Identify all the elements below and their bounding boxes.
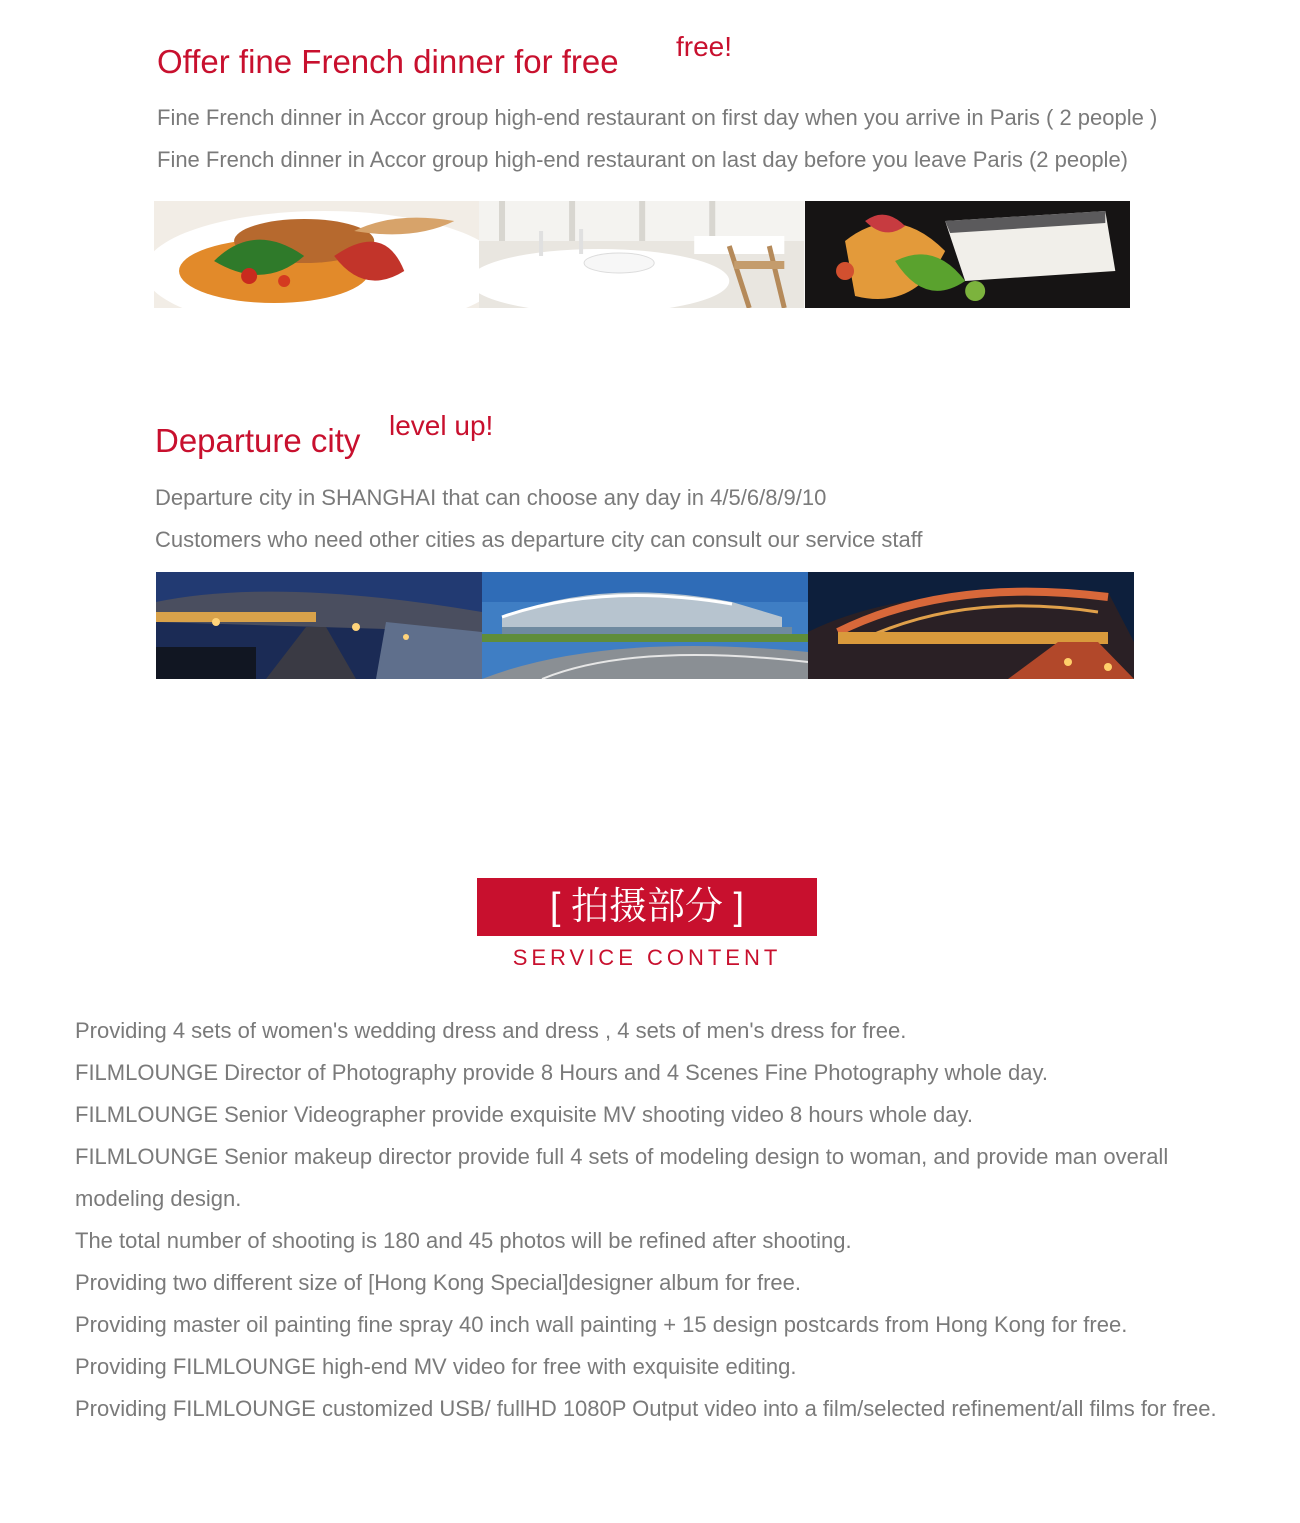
dinner-photo-restaurant	[479, 201, 804, 308]
dinner-photo-strip	[154, 201, 1130, 308]
dinner-line-first-day: Fine French dinner in Accor group high-end restaurant on first day when you arrive in Paris ( 2 people )	[157, 105, 1158, 130]
dinner-description	[157, 97, 1157, 181]
service-list	[75, 1010, 1245, 1430]
service-item: Providing FILMLOUNGE high-end MV video for free with exquisite editing.	[75, 1354, 797, 1379]
service-item: FILMLOUNGE Senior makeup director provide full 4 sets of modeling design to woman, and provide man overall modeling design.	[75, 1144, 1169, 1211]
service-subtitle: SERVICE CONTENT	[512, 945, 782, 970]
service-item: Providing master oil painting fine spray 40 inch wall painting + 15 design postcards from Hong Kong for free.	[75, 1312, 1128, 1337]
service-item: Providing 4 sets of women's wedding dress and dress , 4 sets of men's dress for free.	[75, 1018, 907, 1043]
service-item: Providing FILMLOUNGE customized USB/ fullHD 1080P Output video into a film/selected refinement/all films for free.	[75, 1396, 1217, 1421]
dinner-line-last-day: Fine French dinner in Accor group high-end restaurant on last day before you leave Paris (2 people)	[157, 147, 1129, 172]
dinner-title: Offer fine French dinner for free	[157, 43, 619, 80]
service-item: Providing two different size of [Hong Kong Special]designer album for free.	[75, 1270, 801, 1295]
airport-photo-day-terminal	[482, 572, 808, 679]
service-item: FILMLOUNGE Director of Photography provide 8 Hours and 4 Scenes Fine Photography whole day.	[75, 1060, 1048, 1085]
service-item: The total number of shooting is 180 and 45 photos will be refined after shooting.	[75, 1228, 852, 1253]
departure-title: Departure city	[155, 422, 361, 459]
dinner-photo-dish	[154, 201, 479, 308]
service-item: FILMLOUNGE Senior Videographer provide exquisite MV shooting video 8 hours whole day.	[75, 1102, 974, 1127]
departure-line-shanghai: Departure city in SHANGHAI that can choose any day in 4/5/6/8/9/10	[155, 485, 827, 510]
departure-line-other-cities: Customers who need other cities as departure city can consult our service staff	[155, 527, 923, 552]
dinner-photo-fish	[805, 201, 1130, 308]
airport-photo-strip	[156, 572, 1134, 679]
service-banner: [ 拍摄部分 ]	[477, 878, 817, 936]
dinner-free-tag: free!	[676, 31, 733, 62]
airport-photo-night-terminal	[156, 572, 482, 679]
departure-description	[155, 477, 923, 561]
airport-photo-dusk-terminal	[808, 572, 1134, 679]
departure-level-up-tag: level up!	[389, 410, 494, 441]
